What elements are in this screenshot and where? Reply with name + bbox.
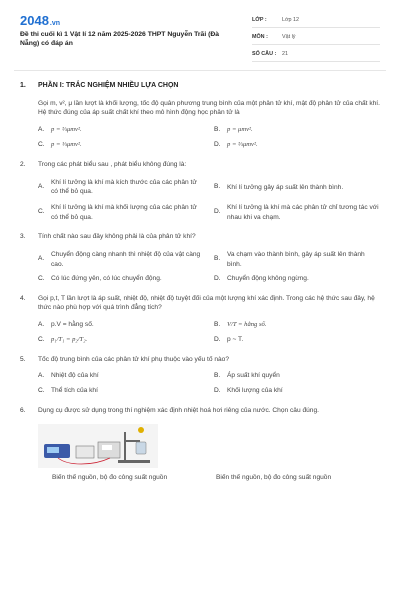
question-6 [20,407,380,483]
info-key: SỐ CÂU : [252,50,277,57]
info-row-count [252,48,380,62]
option-text: p = ⅔μmv². [227,141,258,149]
option-a[interactable] [38,321,204,330]
question-text: Tốc độ trung bình của các phân tử khí phụ thuộc vào yếu tố nào? [38,355,229,363]
info-key: LỚP : [252,16,267,23]
info-value: Vật lý [282,33,296,40]
option-label: B. [214,126,221,134]
option-c[interactable] [38,275,204,284]
option-label: D. [214,208,221,216]
option-label: A. [38,372,45,380]
options [38,250,380,284]
options [38,126,380,150]
option-text: Áp suất khí quyển [227,372,280,380]
question-text: Gọi p,t, T lần lượt là áp suất, nhiệt độ, nhiệt độ tuyệt đối của một lượng khí xác định. Trong các hệ thức sau đây, hệ thức nào phù hợp với quá trình đẳng tích? [38,294,375,311]
option-label: B. [214,182,221,190]
option-d[interactable] [214,275,380,284]
option-text: Khí lí tưởng là khí mà các phân tử chỉ tương tác với nhau khi va chạm. [227,203,379,221]
info-value: 21 [282,50,288,57]
exam-info [252,14,380,65]
option-label: A. [38,320,45,328]
question-2 [20,161,380,222]
apparatus-illustration [38,424,158,468]
option-text: p = ⅔μmv². [51,126,82,134]
option-text: p = ⅓μmv². [51,141,82,149]
content [20,78,380,494]
option-label: D. [214,141,221,149]
option-text: p₁/T₁ = p₂/T₂. [51,335,88,343]
question-number: 4. [20,294,26,302]
question-text: Dụng cụ được sử dụng trong thí nghiệm xác định nhiệt hoá hơi riêng của nước. Chọn câu đúng. [38,407,319,415]
option-a[interactable] [38,372,204,381]
option-text: Khí lí tưởng gây áp suất lên thành bình. [227,183,344,191]
option-c[interactable] [38,141,204,150]
option-label: C. [38,208,45,216]
question-4 [20,295,380,345]
option-label: B. [214,255,221,263]
option-a[interactable] [38,178,204,197]
info-row-subject [252,31,380,45]
question-number: 5. [20,355,26,363]
question-text: Trong các phát biểu sau , phát biểu không đúng là: [38,161,187,168]
option-text: Khí lí tưởng là khí mà khối lượng của các phân tử có thể bỏ qua. [51,203,197,221]
question-5 [20,356,380,397]
question-number: 2. [20,161,26,168]
option-text: Khối lượng của khí [227,387,283,395]
option-c[interactable] [38,387,204,396]
option-text: Va chạm vào thành bình, gây áp suất lên thành bình. [227,250,365,268]
section-number: 1. [20,82,26,89]
option-c[interactable] [38,203,204,222]
option-label: C. [38,335,45,343]
option-text: Có lúc đứng yên, có lúc chuyển động. [51,275,162,283]
option-label: A. [38,182,45,190]
option-b[interactable] [214,372,380,381]
option-text: p.V = hằng số. [51,320,94,328]
question-text: Gọi m, v², μ lần lượt là khối lượng, tốc độ quân phương trung bình của một phân tử khí, mật độ phân tử của chất khí. Hệ thức đúng của áp suất chất khí theo mô hình động học phân tử là [38,100,380,117]
option-a[interactable] [38,126,204,135]
option-text: Chuyển động càng nhanh thì nhiệt độ của vật càng cao. [51,250,201,268]
option-b[interactable] [214,321,380,330]
question-number: 3. [20,233,26,241]
section-title-text: PHẦN I: TRẮC NGHIỆM NHIỀU LỰA CHỌN [38,82,179,89]
question-text: Tính chất nào sau đây không phải là của phân tử khí? [38,233,196,241]
option-a[interactable] [38,250,204,269]
option-text: Thể tích của khí [51,387,98,395]
option-label: A. [38,255,45,263]
option-d[interactable] [214,336,380,345]
header [0,0,400,66]
option-text-right[interactable]: Biến thế nguồn, bộ đo công suất nguồn [216,474,332,482]
option-text: p ~ T. [227,335,244,343]
option-d[interactable] [214,203,380,222]
experiment-apparatus-image [38,424,158,468]
option-label: B. [214,372,221,380]
page-title: Đề thi cuối kì 1 Vật lí 12 năm 2025-2026 THPT Nguyễn Trãi (Đà Nẵng) có đáp án [20,31,220,47]
option-text: Chuyển động không ngừng. [227,275,309,283]
option-b[interactable] [214,250,380,269]
info-row-class [252,14,380,28]
options [38,321,380,345]
option-d[interactable] [214,387,380,396]
option-label: C. [38,275,45,283]
option-d[interactable] [214,141,380,150]
info-value: Lớp 12 [282,16,300,23]
options [38,372,380,396]
section-title [20,81,380,90]
logo-main: 2048 [20,13,49,28]
option-text: p = μmv². [227,126,253,134]
option-label: D. [214,335,221,343]
header-divider [14,70,386,71]
option-label: D. [214,387,221,395]
option-label: A. [38,126,45,134]
info-key: MÔN : [252,33,268,40]
option-b[interactable] [214,126,380,135]
question-3 [20,233,380,284]
option-label: B. [214,320,221,328]
option-text: Khí lí tưởng là khí mà kích thước của các phân tử có thể bỏ qua. [51,178,197,196]
question-1 [20,100,380,150]
option-label: C. [38,141,45,149]
option-b[interactable] [214,178,380,197]
option-label: D. [214,275,221,283]
option-label: C. [38,387,45,395]
option-text: Nhiệt độ của khí [51,372,99,380]
option-text-left[interactable]: Biến thế nguồn, bộ đo công suất nguồn [52,474,168,482]
logo-tld: .vn [49,20,61,27]
option-row [52,474,380,483]
options [38,178,380,222]
logo[interactable] [20,12,60,30]
option-c[interactable] [38,336,204,345]
option-text: V/T = hằng số. [227,320,267,328]
question-number: 6. [20,407,26,415]
